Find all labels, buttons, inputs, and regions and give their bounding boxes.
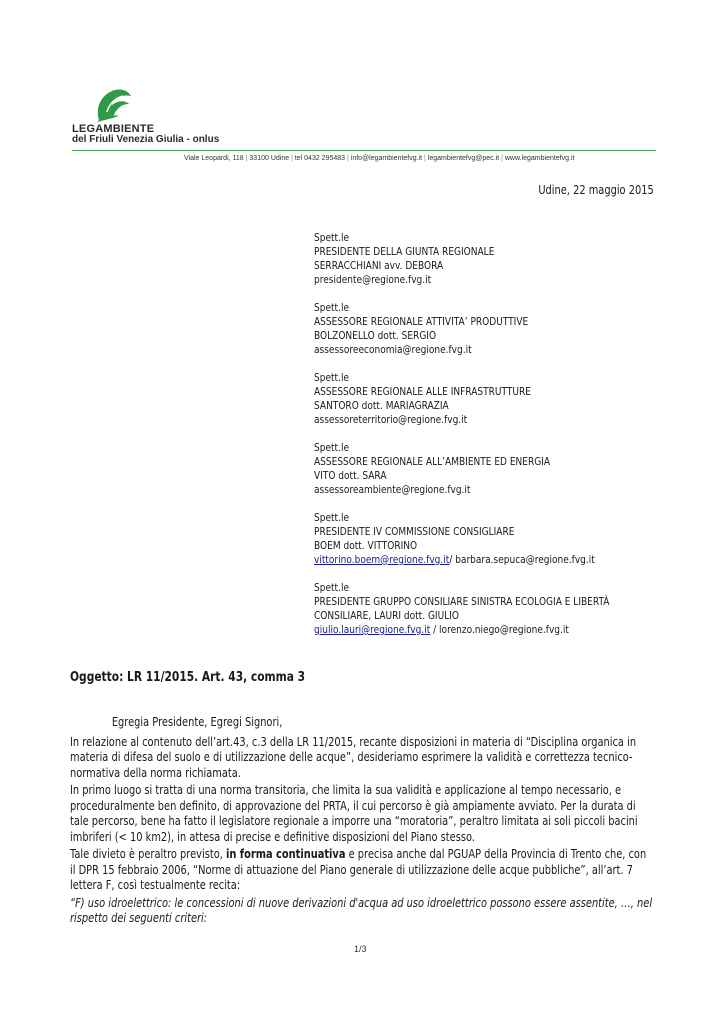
recipient [314,301,609,357]
contact-address: Viale Leopardi, 118 [184,155,244,162]
recipient-emails [314,553,609,567]
paragraph [70,847,654,894]
email-link[interactable]: vittorino.boem@regione.fvg.it [314,553,450,566]
recipient-name: CONSILIARE, LAURI dott. GIULIO [314,609,459,622]
recipient-role: PRESIDENTE GRUPPO CONSILIARE SINISTRA ECOLOGIA E LIBERTÀ [314,595,610,608]
recipient-greeting: Spett.le [314,441,350,454]
letter-subject: Oggetto: LR 11/2015. Art. 43, comma 3 [70,670,306,685]
recipient-role: PRESIDENTE DELLA GIUNTA REGIONALE [314,245,495,258]
recipient-role: ASSESSORE REGIONALE ALLE INFRASTRUTTURE [314,385,531,398]
recipient-greeting: Spett.le [314,231,350,244]
recipient-name: BOLZONELLO dott. SERGIO [314,329,437,342]
recipient-email: assessoreambiente@regione.fvg.it [314,483,471,496]
email-link[interactable]: giulio.lauri@regione.fvg.it [314,623,431,636]
recipient-email-extra: / barbara.sepuca@regione.fvg.it [449,553,595,566]
letter-date: Udine, 22 maggio 2015 [538,183,654,197]
recipient [314,441,609,497]
org-name: LEGAMBIENTE [72,123,155,135]
paragraph: In primo luogo si tratta di una norma transitoria, che limita la sua validità e applicazione al tempo necessario, e proceduralmente ben definito, di approvazione del PRTA, il cui percorso è già ampiamente avviato. Per la durata di tale percorso, bene ha fatto il legislatore regionale a imporre una “moratoria”, peraltro limitata ai soli piccoli bacini imbriferi (< 10 km2), in attesa di precise e definitive disposizioni del Piano stesso. [70,783,638,844]
letter-body [70,715,654,929]
paragraph-text: Tale divieto è peraltro previsto, [70,847,227,861]
recipient-greeting: Spett.le [314,511,350,524]
contact-website: www.legambientefvg.it [504,155,575,162]
contact-line: Viale Leopardi, 118 | 33100 Udine | tel 0432 295483 | info@legambientefvg.it | legambientefvg@pec.it | www.legambientefvg.it [184,155,575,162]
recipient [314,231,609,287]
recipient-role: PRESIDENTE IV COMMISSIONE CONSIGLIARE [314,525,515,538]
quote: “F) uso idroelettrico: le concessioni di nuove derivazioni d'acqua ad uso idroelettrico possono essere assentite, …, nel rispetto dei seguenti criteri: [70,895,653,925]
recipient [314,581,609,637]
recipient-emails [314,623,609,637]
contact-pec: legambientefvg@pec.it [427,155,500,162]
recipient [314,511,609,567]
recipient-email-extra: / lorenzo.niego@regione.fvg.it [430,623,569,636]
recipient-name: SERRACCHIANI avv. DEBORA [314,259,444,272]
org-subtitle: del Friuli Venezia Giulia - onlus [72,134,220,145]
paragraph-text: e precisa anche dal PGUAP della Provincia di Trento che, con il DPR 15 febbraio 2006, “Norme di attuazione del Piano generale di utilizzazione delle acque pubbliche”, all’art. 7 lettera F, così testualmente recita: [70,847,647,892]
recipient-name: VITO dott. SARA [314,469,387,482]
contact-phone: tel 0432 295483 [294,155,346,162]
contact-city: 33100 Udine [249,155,290,162]
recipient-email: presidente@regione.fvg.it [314,273,432,286]
recipient-greeting: Spett.le [314,301,350,314]
recipient-greeting: Spett.le [314,581,350,594]
recipient-name: SANTORO dott. MARIAGRAZIA [314,399,449,412]
recipients-block [314,231,609,651]
paragraph: In relazione al contenuto dell’art.43, c.3 della LR 11/2015, recante disposizioni in materia di “Disciplina organica in materia di difesa del suolo e di utilizzazione delle acque”, desideriamo esprimere la validità e correttezza tecnico-normativa della norma richiamata. [70,734,637,780]
legambiente-logo-icon [93,86,133,124]
recipient-email: assessoreeconomia@regione.fvg.it [314,343,472,356]
recipient [314,371,609,427]
header-divider [72,150,656,151]
recipient-greeting: Spett.le [314,371,350,384]
contact-email: info@legambientefvg.it [350,155,423,162]
recipient-email: assessoreterritorio@regione.fvg.it [314,413,468,426]
recipient-role: ASSESSORE REGIONALE ALL’AMBIENTE ED ENERGIA [314,455,551,468]
recipient-name: BOEM dott. VITTORINO [314,539,418,552]
page-number: 1/3 [354,944,367,954]
bold-phrase: in forma continuativa [226,847,346,861]
salutation: Egregia Presidente, Egregi Signori, [111,715,283,729]
recipient-role: ASSESSORE REGIONALE ATTIVITA’ PRODUTTIVE [314,315,529,328]
